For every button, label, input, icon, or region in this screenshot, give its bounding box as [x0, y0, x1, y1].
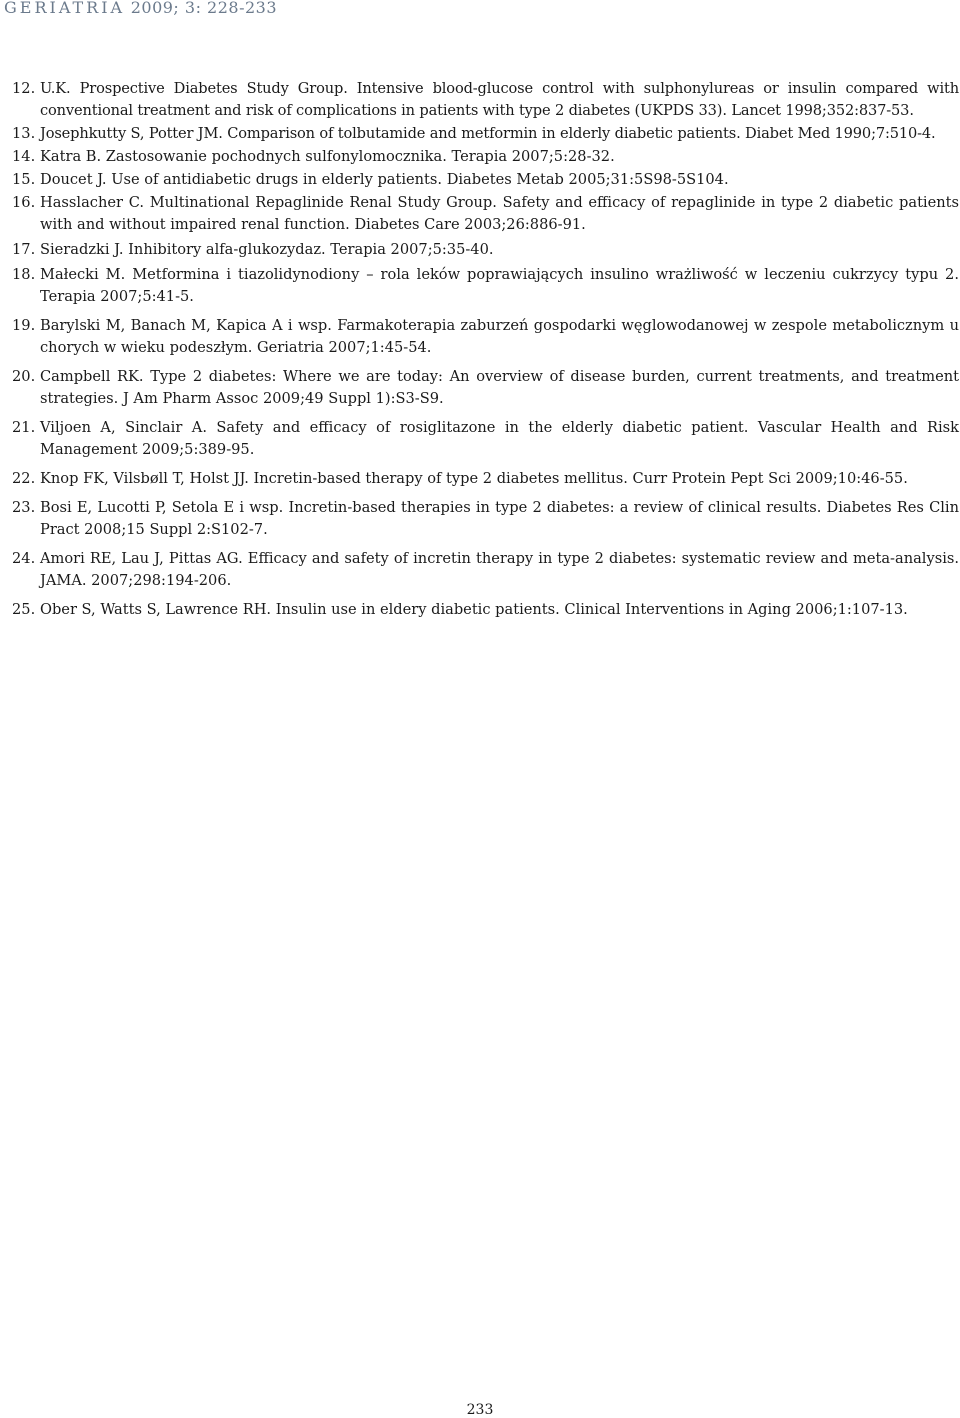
reference-item-14 [12, 146, 959, 168]
reference-item-20 [12, 366, 959, 410]
reference-number: 22. [12, 470, 36, 487]
reference-number: 15. [12, 171, 36, 188]
reference-item-21 [12, 417, 959, 461]
reference-text: U.K. Prospective Diabetes Study Group. Intensive blood-glucose control with sulphonylureas or insulin compared with conventional treatment and risk of complications in patients with type 2 diabetes (UKPDS 33). Lancet 1998;352:837-53. [40, 80, 959, 119]
reference-number: 24. [12, 550, 36, 567]
reference-item-19 [12, 315, 959, 359]
reference-text: Hasslacher C. Multinational Repaglinide Renal Study Group. Safety and efficacy of repaglinide in type 2 diabetic patients with and without impaired renal function. Diabetes Care 2003;26:886-91. [40, 194, 959, 233]
reference-number: 20. [12, 368, 36, 385]
journal-name: GERIATRIA [4, 0, 126, 17]
reference-text: Ober S, Watts S, Lawrence RH. Insulin use in eldery diabetic patients. Clinical Interventions in Aging 2006;1:107-13. [40, 601, 908, 618]
reference-text: Barylski M, Banach M, Kapica A i wsp. Farmakoterapia zaburzeń gospodarki węglowodanowej w zespole metabolicznym u chorych w wieku podeszłym. Geriatria 2007;1:45-54. [40, 317, 959, 356]
reference-item-15 [12, 169, 959, 191]
reference-item-18 [12, 264, 959, 308]
reference-list [12, 78, 959, 621]
reference-number: 16. [12, 194, 36, 211]
running-header [4, 0, 277, 17]
reference-text: Josephkutty S, Potter JM. Comparison of tolbutamide and metformin in elderly diabetic patients. Diabet Med 1990;7:510-4. [40, 125, 936, 142]
reference-text: Amori RE, Lau J, Pittas AG. Efficacy and safety of incretin therapy in type 2 diabetes: systematic review and meta-analysis. JAMA. 2007;298:194-206. [40, 550, 959, 589]
journal-citation: 2009; 3: 228-233 [130, 0, 278, 17]
reference-text: Knop FK, Vilsbøll T, Holst JJ. Incretin-based therapy of type 2 diabetes mellitus. Curr Protein Pept Sci 2009;10:46-55. [40, 470, 908, 487]
reference-number: 23. [12, 499, 36, 516]
reference-number: 12. [12, 80, 36, 97]
reference-item-23 [12, 497, 959, 541]
reference-text: Katra B. Zastosowanie pochodnych sulfonylomocznika. Terapia 2007;5:28-32. [40, 148, 615, 165]
reference-text: Małecki M. Metformina i tiazolidynodiony – rola leków poprawiających insulino wrażliwość w leczeniu cukrzycy typu 2. Terapia 2007;5:41-5. [40, 266, 959, 305]
reference-text: Campbell RK. Type 2 diabetes: Where we are today: An overview of disease burden, current treatments, and treatment strategies. J Am Pharm Assoc 2009;49 Suppl 1):S3-S9. [40, 368, 959, 407]
reference-number: 25. [12, 601, 36, 618]
reference-number: 13. [12, 125, 36, 142]
reference-text: Sieradzki J. Inhibitory alfa-glukozydaz. Terapia 2007;5:35-40. [40, 241, 494, 258]
reference-item-12 [12, 78, 959, 122]
reference-text: Viljoen A, Sinclair A. Safety and efficacy of rosiglitazone in the elderly diabetic patient. Vascular Health and Risk Management 2009;5:389-95. [40, 419, 959, 458]
reference-number: 17. [12, 241, 36, 258]
reference-text: Doucet J. Use of antidiabetic drugs in elderly patients. Diabetes Metab 2005;31:5S98-5S104. [40, 171, 729, 188]
reference-number: 21. [12, 419, 36, 436]
reference-item-16 [12, 192, 959, 236]
reference-number: 18. [12, 266, 36, 283]
reference-item-17 [12, 239, 959, 261]
reference-item-13 [12, 123, 959, 145]
reference-number: 19. [12, 317, 36, 334]
reference-number: 14. [12, 148, 36, 165]
reference-item-22 [12, 468, 959, 490]
reference-item-25 [12, 599, 959, 621]
reference-item-24 [12, 548, 959, 592]
reference-text: Bosi E, Lucotti P, Setola E i wsp. Incretin-based therapies in type 2 diabetes: a review of clinical results. Diabetes Res Clin Pract 2008;15 Suppl 2:S102-7. [40, 499, 959, 538]
page-number: 233 [466, 1402, 494, 1418]
